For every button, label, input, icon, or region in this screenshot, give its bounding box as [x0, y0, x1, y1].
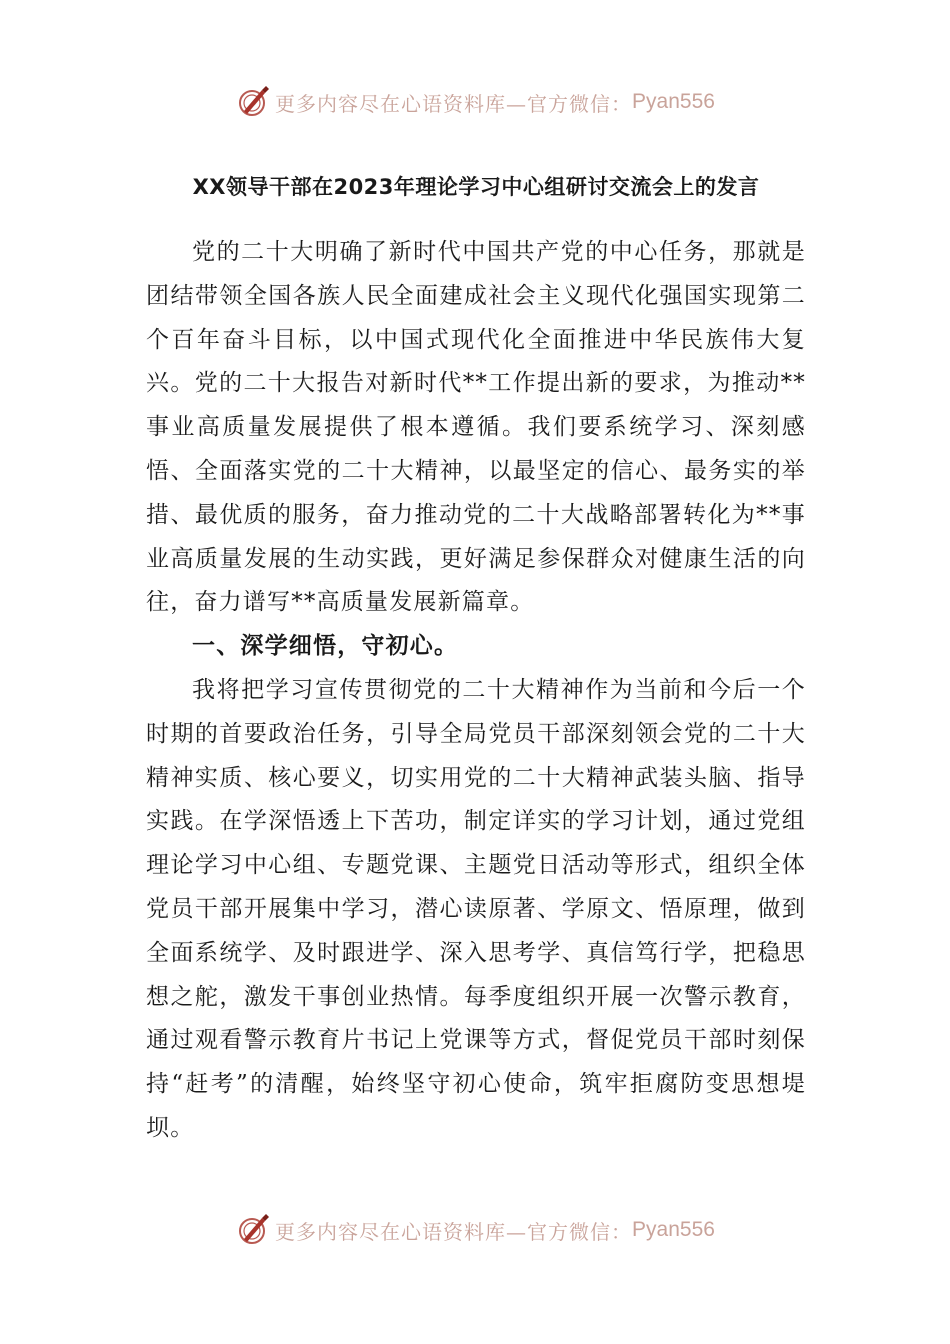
- document-body: [146, 165, 806, 1151]
- banner-text: 更多内容尽在心语资料库—官方微信：: [275, 1219, 633, 1244]
- document-title: XX领导干部在2023年理论学习中心组研讨交流会上的发言: [192, 175, 760, 199]
- section-1-paragraph: 我将把学习宣传贯彻党的二十大精神作为当前和今后一个时期的首要政治任务，引导全局党员干部深刻领会党的二十大精神实质、核心要义，切实用党的二十大精神武装头脑、指导实践。在学深悟透上下苦功，制定详实的学习计划，通过党组理论学习中心组、专题党课、主题党日活动等形式，组织全体党员干部开展集中学习，潜心读原著、学原文、悟原理，做到全面系统学、及时跟进学、深入思考学、真信笃行学，把稳思想之舵，激发干事创业热情。每季度组织开展一次警示教育，通过观看警示教育片书记上党课等方式，督促党员干部时刻保持“赶考”的清醒，始终坚守初心使命，筑牢拒腐防变思想堤坝。: [146, 676, 806, 1141]
- banner-wechat-handle: Pyan556: [632, 90, 715, 113]
- pen-logo-icon: [235, 84, 271, 120]
- footer-watermark-banner: [0, 1210, 950, 1250]
- pen-logo-icon: [235, 1212, 271, 1248]
- banner-text: 更多内容尽在心语资料库—官方微信：: [275, 91, 633, 116]
- banner-wechat-handle: Pyan556: [632, 1218, 715, 1241]
- header-watermark-banner: [0, 82, 950, 122]
- section-1-heading: 一、深学细悟，守初心。: [192, 633, 459, 660]
- intro-paragraph: 党的二十大明确了新时代中国共产党的中心任务，那就是团结带领全国各族人民全面建成社会主义现代化强国实现第二个百年奋斗目标，以中国式现代化全面推进中华民族伟大复兴。党的二十大报告对新时代**工作提出新的要求，为推动**事业高质量发展提供了根本遵循。我们要系统学习、深刻感悟、全面落实党的二十大精神，以最坚定的信心、最务实的举措、最优质的服务，奋力推动党的二十大战略部署转化为**事业高质量发展的生动实践，更好满足参保群众对健康生活的向往，奋力谱写**高质量发展新篇章。: [146, 239, 806, 616]
